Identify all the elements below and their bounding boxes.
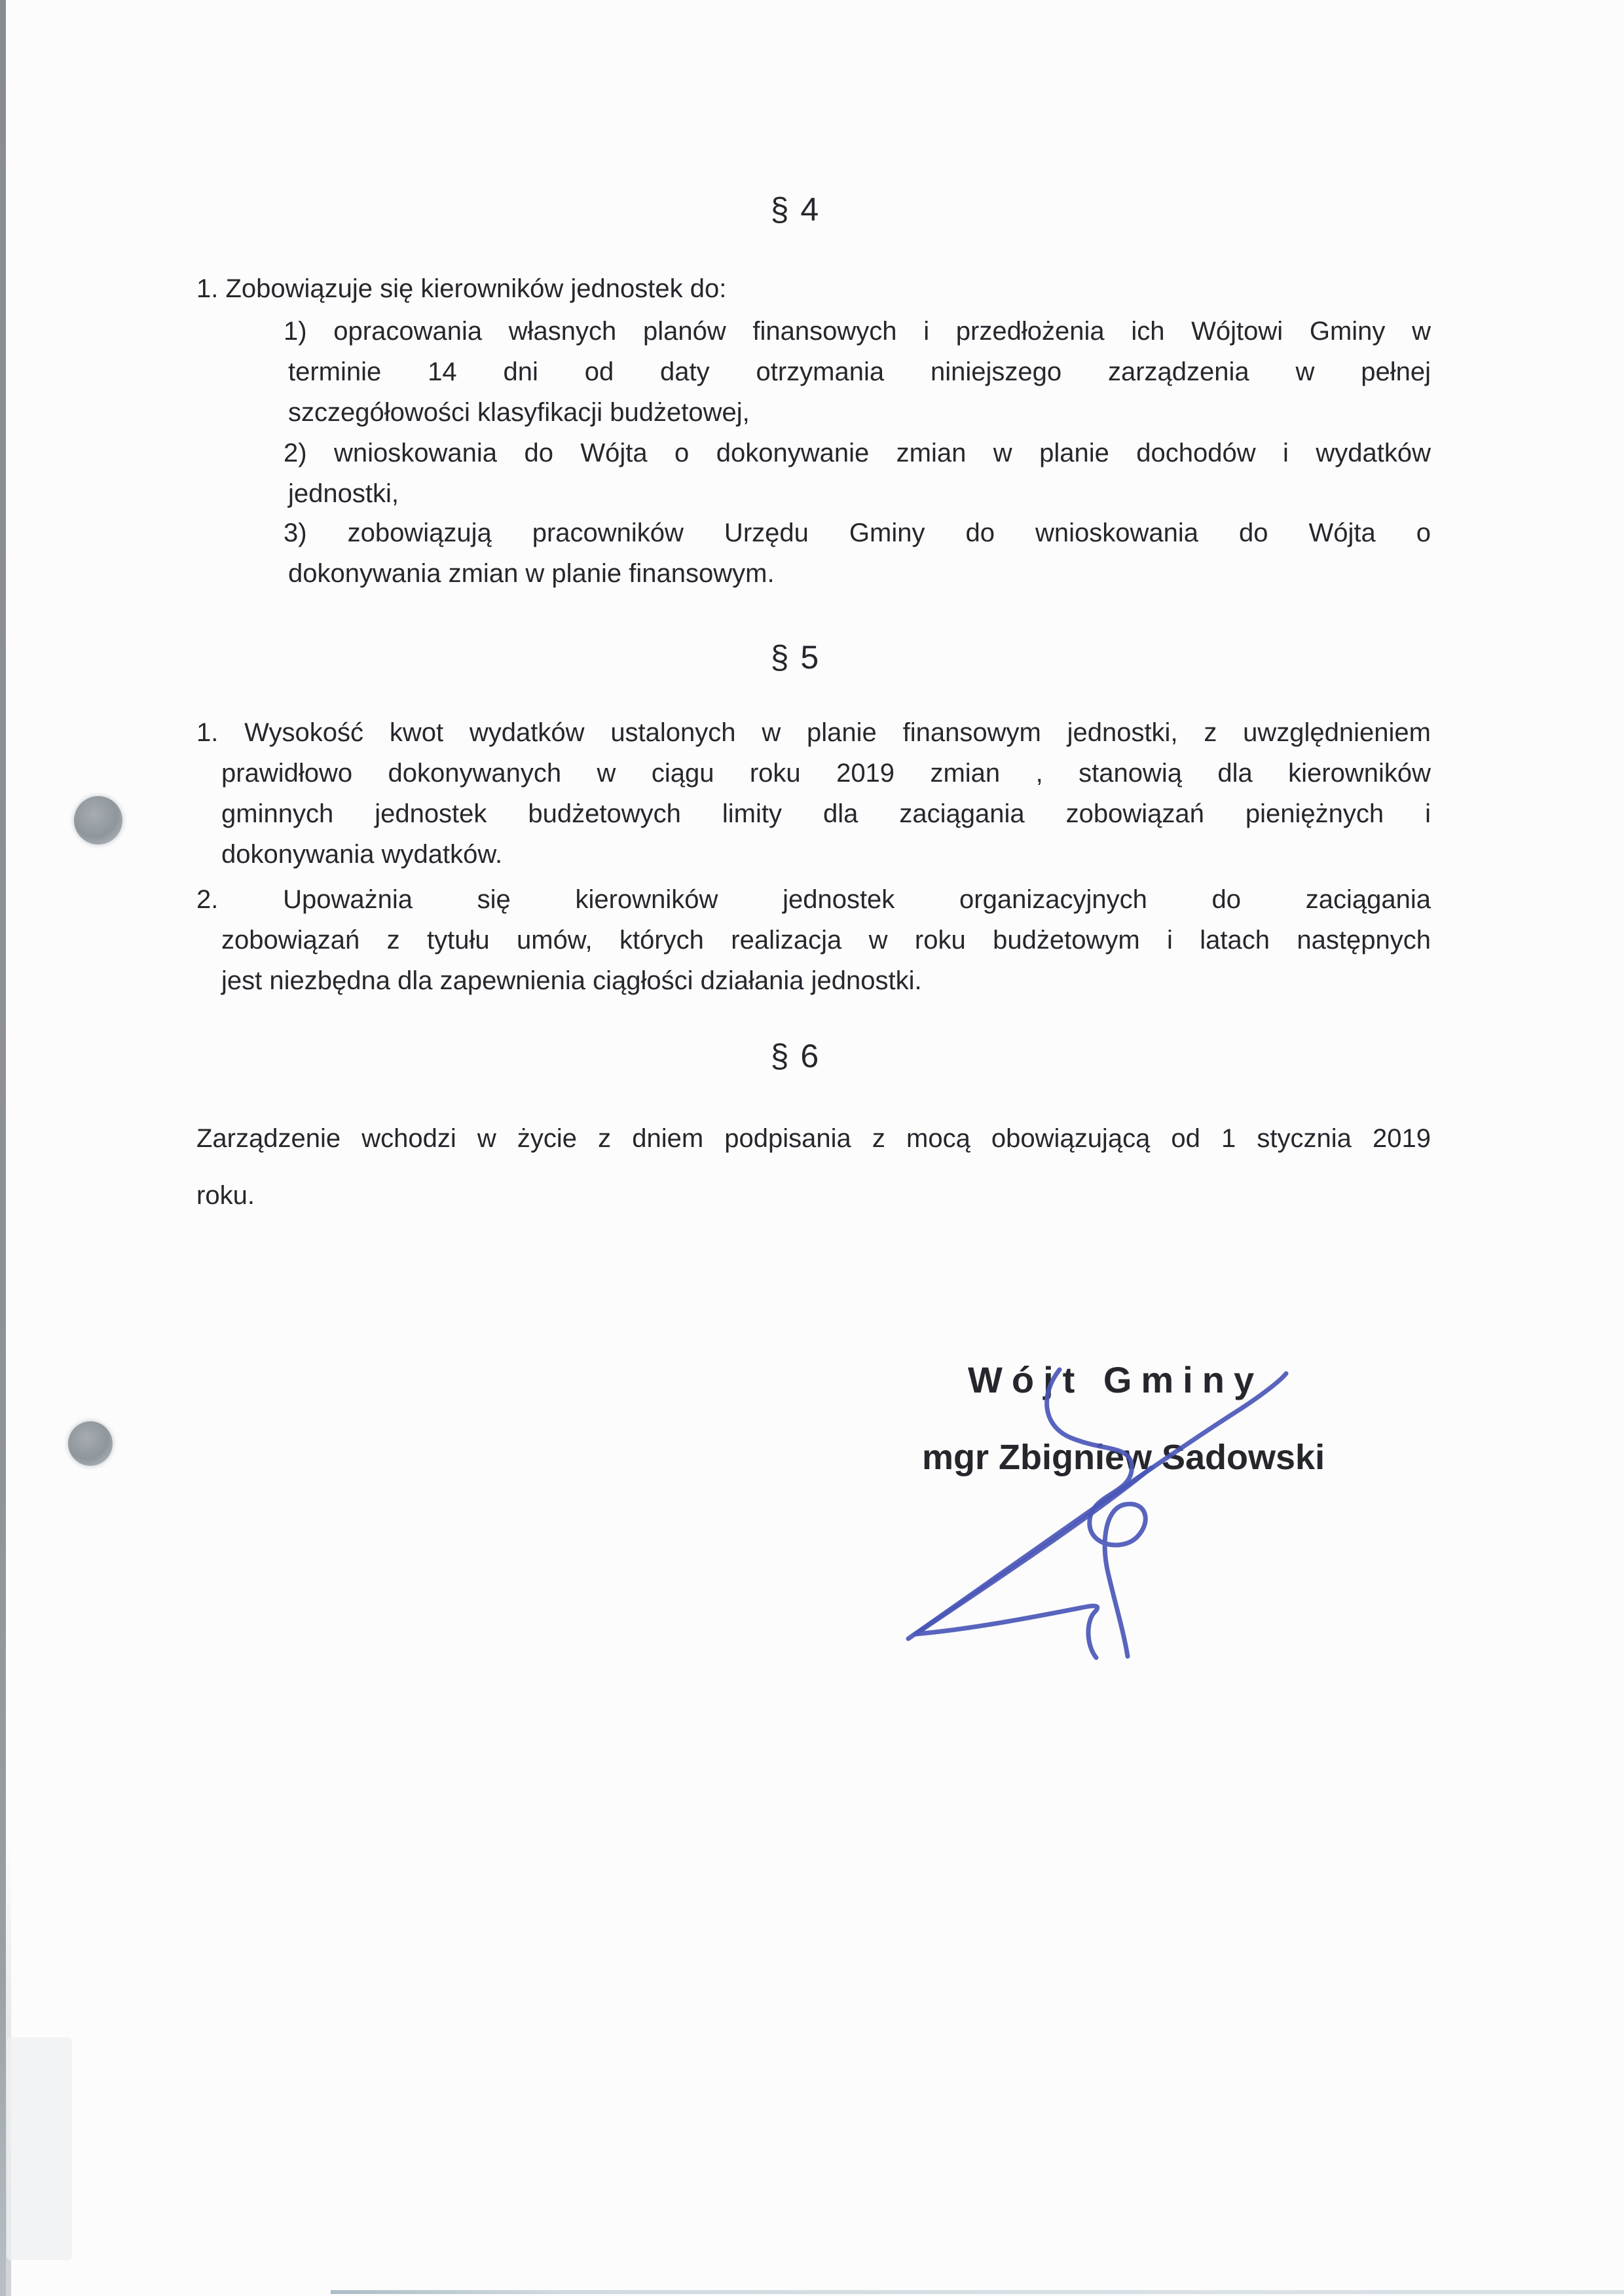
paragraph-line: roku. xyxy=(196,1181,255,1210)
paragraph-line: dokonywania zmian w planie finansowym. xyxy=(288,559,775,588)
signature-stroke-flourish xyxy=(915,1468,1151,1658)
paragraph-line: szczegółowości klasyfikacji budżetowej, xyxy=(288,398,750,427)
signature-title: Wójt Gminy xyxy=(968,1359,1264,1400)
hole-punch-mark xyxy=(68,1421,113,1466)
paragraph-line: terminie 14 dni od daty otrzymania niniejszego zarządzenia w pełnej xyxy=(288,357,1431,386)
paragraph-line: 1) opracowania własnych planów finansowych i przedłożenia ich Wójtowi Gminy w xyxy=(284,317,1431,346)
paragraph-line: zobowiązań z tytułu umów, których realizacja w roku budżetowym i latach następnych xyxy=(221,926,1431,955)
paragraph-line: jednostki, xyxy=(288,479,399,508)
paragraph-line: prawidłowo dokonywanych w ciągu roku 2019 zmian , stanowią dla kierowników xyxy=(221,759,1431,788)
paragraph-line: Zarządzenie wchodzi w życie z dniem podpisania z mocą obowiązującą od 1 stycznia 2019 xyxy=(196,1124,1431,1153)
section-5-item-2 xyxy=(196,879,1431,1001)
signature-ink xyxy=(871,1349,1395,1689)
section-6-heading: § 6 xyxy=(770,1038,821,1074)
signatory-name: mgr Zbigniew Sadowski xyxy=(922,1438,1325,1477)
scan-corner-smudge xyxy=(7,2037,72,2260)
section-5-item-1 xyxy=(196,712,1431,875)
paragraph-line: 3) zobowiązują pracowników Urzędu Gminy do wnioskowania do Wójta o xyxy=(284,519,1431,547)
paragraph-line: 2. Upoważnia się kierowników jednostek organizacyjnych do zaciągania xyxy=(196,885,1431,914)
section-4-subitem-3 xyxy=(284,513,1431,594)
section-5-heading: § 5 xyxy=(770,639,821,676)
paragraph-line: 2) wnioskowania do Wójta o dokonywanie zmian w planie dochodów i wydatków xyxy=(284,439,1431,467)
paragraph-line: gminnych jednostek budżetowych limity dla zaciągania zobowiązań pieniężnych i xyxy=(221,799,1431,828)
section-4-subitem-2 xyxy=(284,433,1431,514)
section-4-subitem-1 xyxy=(284,311,1431,433)
paragraph-line: 1. Wysokość kwot wydatków ustalonych w planie finansowym jednostki, z uwzględnieniem xyxy=(196,718,1431,747)
section-4-item-1 xyxy=(196,268,1431,309)
hole-punch-mark xyxy=(74,796,122,845)
document-content xyxy=(196,0,1431,2296)
paragraph-line: dokonywania wydatków. xyxy=(221,840,503,869)
paragraph-line: 1. Zobowiązuje się kierowników jednostek do: xyxy=(196,274,727,303)
section-6-paragraph xyxy=(196,1118,1431,1216)
section-4-heading: § 4 xyxy=(770,191,821,228)
scan-left-edge-shadow xyxy=(0,0,6,2296)
paragraph-line: jest niezbędna dla zapewnienia ciągłości działania jednostki. xyxy=(221,966,922,995)
